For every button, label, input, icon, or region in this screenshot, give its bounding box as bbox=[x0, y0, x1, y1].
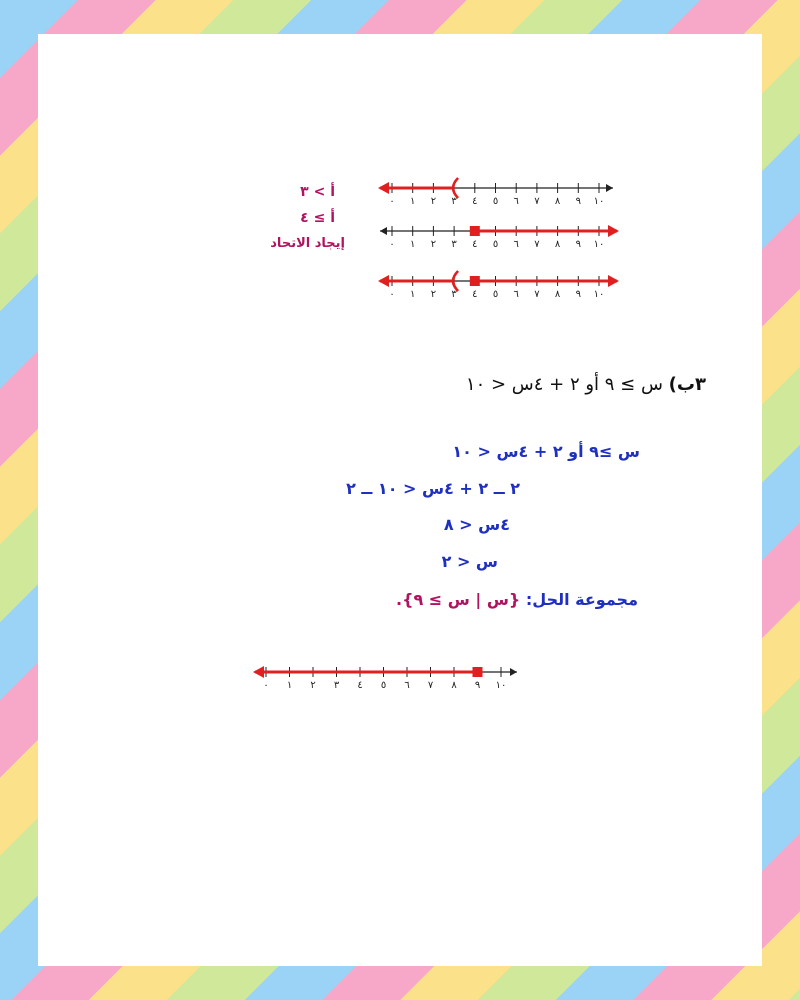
solution-set-label: مجموعة الحل: bbox=[525, 590, 638, 609]
worksheet-page bbox=[38, 34, 762, 966]
tick-label: ١٠ bbox=[593, 196, 605, 207]
tick-label: ١٠ bbox=[593, 289, 605, 300]
solution-step-3: ٤س < ٨ bbox=[443, 515, 510, 534]
condition-b-label: أ ≥ ٤ bbox=[300, 210, 335, 226]
tick-label: ٣ bbox=[333, 680, 340, 691]
tick-label: ١ bbox=[410, 289, 416, 300]
tick-label: ١٠ bbox=[495, 680, 507, 691]
tick-label: ٤ bbox=[472, 239, 478, 250]
problem-number: ٣ب) bbox=[668, 374, 706, 395]
solution-step-4: س < ٢ bbox=[441, 552, 498, 571]
tick-label: ٩ bbox=[575, 239, 581, 250]
tick-label: ٨ bbox=[554, 196, 561, 207]
condition-a-label: أ > ٣ bbox=[300, 184, 335, 200]
tick-label: ٣ bbox=[451, 196, 457, 207]
tick-label: ٩ bbox=[575, 289, 581, 300]
tick-label: ١ bbox=[410, 239, 416, 250]
tick-label: ٣ bbox=[451, 239, 457, 250]
find-union-label: إيجاد الاتحاد bbox=[270, 236, 345, 251]
tick-label: ٤ bbox=[472, 289, 478, 300]
solution-set-value: {س | س ≥ ٩}. bbox=[396, 590, 521, 609]
tick-label: ٢ bbox=[430, 289, 437, 300]
tick-label: ٦ bbox=[513, 289, 519, 300]
tick-label: ٠ bbox=[389, 196, 395, 207]
tick-label: ٠ bbox=[389, 289, 395, 300]
tick-label: ٧ bbox=[534, 239, 540, 250]
tick-label: ٤ bbox=[357, 680, 363, 691]
tick-label: ١ bbox=[410, 196, 416, 207]
tick-label: ٥ bbox=[492, 289, 499, 300]
tick-label: ٧ bbox=[534, 196, 540, 207]
tick-label: ٥ bbox=[492, 239, 499, 250]
tick-label: ٢ bbox=[430, 196, 437, 207]
tick-label: ٩ bbox=[474, 680, 481, 691]
tick-label: ٣ bbox=[451, 289, 457, 300]
tick-label: ٧ bbox=[427, 680, 434, 691]
solution-step-1: س ≥٩ أو ٢ + ٤س < ١٠ bbox=[452, 442, 640, 461]
solution-set bbox=[396, 590, 638, 609]
tick-label: ٢ bbox=[310, 680, 316, 691]
tick-label: ٠ bbox=[389, 239, 395, 250]
tick-label: ١٠ bbox=[593, 239, 605, 250]
problem-statement bbox=[466, 374, 706, 395]
tick-label: ٥ bbox=[380, 680, 387, 691]
tick-label: ٨ bbox=[554, 239, 561, 250]
tick-label: ٧ bbox=[534, 289, 540, 300]
tick-label: ٤ bbox=[472, 196, 478, 207]
tick-label: ٨ bbox=[451, 680, 457, 691]
solution-step-2: ٢ ــ ٢ + ٤س < ١٠ ــ ٢ bbox=[346, 479, 520, 498]
tick-label: ٨ bbox=[554, 289, 561, 300]
tick-label: ٦ bbox=[513, 239, 519, 250]
tick-label: ٩ bbox=[575, 196, 581, 207]
tick-label: ١ bbox=[286, 680, 293, 691]
tick-label: ٦ bbox=[404, 680, 410, 691]
tick-label: ٥ bbox=[492, 196, 499, 207]
tick-label: ٠ bbox=[263, 680, 269, 691]
tick-label: ٦ bbox=[513, 196, 519, 207]
problem-expression: س ≥ ٩ أو ٢ + ٤س < ١٠ bbox=[465, 374, 663, 395]
tick-label: ٢ bbox=[430, 239, 437, 250]
